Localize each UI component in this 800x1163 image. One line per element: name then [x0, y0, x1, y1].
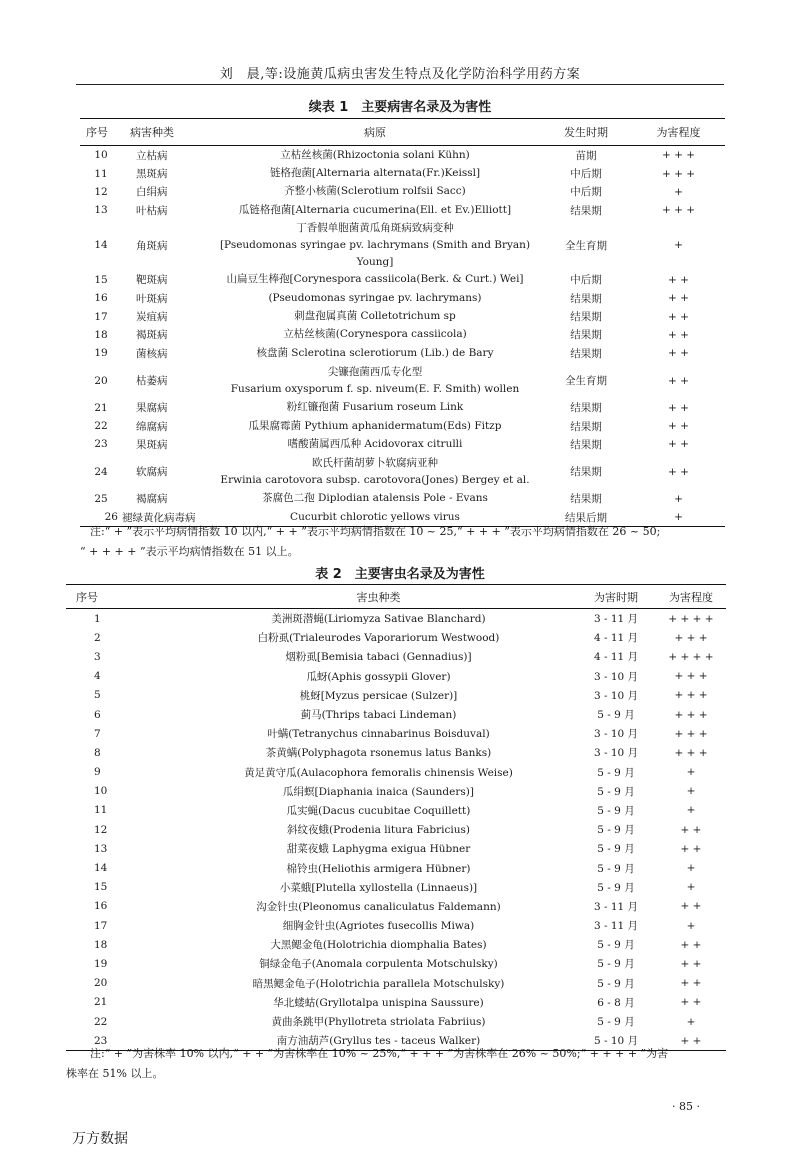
pest-name: 桃蚜[Myzus persicae (Sulzer)] — [299, 689, 458, 702]
occurrence-period: 结果期 — [570, 402, 602, 415]
pathogen-line: 尖镰孢菌西瓜专化型 — [327, 365, 423, 378]
harm-period: 5 - 9 月 — [597, 766, 635, 779]
disease-name: 靶斑病 — [136, 274, 168, 287]
pathogen-cell — [210, 307, 540, 325]
table1-note — [80, 522, 730, 562]
pathogen-cell — [210, 363, 540, 399]
occurrence-period: 结果期 — [570, 438, 602, 451]
table-header-row — [66, 585, 726, 609]
occurrence-period: 结果期 — [570, 292, 602, 305]
pathogen-line: 核盘菌 Sclerotina sclerotiorum (Lib.) de Bary — [256, 346, 494, 359]
table-row — [66, 647, 726, 666]
table-row — [66, 935, 726, 954]
pest-name: 茶黄螨(Polyphagota rsonemus latus Banks) — [265, 747, 492, 760]
harm-degree: + — [686, 804, 696, 817]
occurrence-period: 结果期 — [570, 420, 602, 433]
disease-name: 褪绿黄化病毒病 — [122, 511, 196, 524]
row-number: 7 — [94, 727, 101, 740]
table1-note-line: “ + + + + ”表示平均病情指数在 51 以上。 — [80, 545, 299, 558]
pathogen-cell — [210, 146, 540, 165]
row-number: 17 — [94, 310, 108, 323]
pathogen-line: 链格孢菌[Alternaria alternata(Fr.)Keissl] — [269, 167, 481, 180]
harm-degree: + — [674, 492, 683, 505]
table-row — [80, 183, 725, 201]
occurrence-period: 全生育期 — [565, 375, 607, 388]
harm-period: 3 - 10 月 — [593, 728, 639, 741]
harm-degree: + + — [680, 900, 702, 913]
running-header: 刘 晨,等:设施黄瓜病虫害发生特点及化学防治科学用药方案 — [219, 67, 581, 82]
row-number: 1 — [94, 612, 101, 625]
table-row — [80, 399, 725, 417]
pathogen-cell — [210, 326, 540, 344]
pest-name: 烟粉虱[Bemisia tabaci (Gennadius)] — [285, 651, 472, 664]
row-number: 20 — [94, 977, 108, 990]
row-number: 21 — [94, 996, 108, 1009]
row-number: 11 — [94, 167, 108, 180]
harm-degree: + — [686, 919, 696, 932]
pathogen-cell — [210, 399, 540, 417]
row-number: 26 — [104, 511, 118, 524]
disease-name: 黑斑病 — [136, 168, 168, 181]
pest-name: 瓜实蝇(Dacus cucubitae Coquillett) — [286, 804, 471, 817]
harm-degree: + + — [680, 938, 702, 951]
pathogen-cell — [210, 344, 540, 362]
row-number: 19 — [94, 957, 108, 970]
column-header: 病原 — [210, 119, 540, 146]
pathogen-cell — [210, 490, 540, 508]
pest-name: 甜菜夜蛾 Laphygma exigua Hübner — [286, 843, 471, 856]
harm-period: 3 - 10 月 — [593, 670, 639, 683]
harm-degree: + + + + — [668, 650, 714, 663]
row-number: 10 — [94, 149, 108, 162]
table-row — [66, 974, 726, 993]
pest-name: 瓜蚜(Aphis gossypii Glover) — [306, 670, 451, 683]
harm-degree: + + + — [661, 149, 696, 162]
row-number: 9 — [94, 766, 101, 779]
occurrence-period: 中后期 — [570, 168, 602, 181]
harm-degree: + — [686, 766, 696, 779]
harm-period: 5 - 9 月 — [597, 1016, 635, 1029]
table-row — [80, 146, 725, 165]
pest-name: 斜纹夜蛾(Prodenia litura Fabricius) — [287, 824, 470, 837]
table2-note-line: 株率在 51% 以上。 — [66, 1067, 164, 1080]
pathogen-line: Erwinia carotovora subsp. carotovora(Jones) Bergey et al. — [220, 473, 530, 486]
harm-degree: + + — [668, 273, 689, 286]
row-number: 5 — [94, 689, 101, 702]
harm-degree: + + + — [674, 746, 708, 759]
pest-name: 叶螨(Tetranychus cinnabarinus Boisduval) — [267, 728, 490, 741]
harm-degree: + + — [680, 977, 702, 990]
occurrence-period: 全生育期 — [565, 239, 607, 252]
harm-degree: + + — [668, 401, 689, 414]
table-row — [66, 820, 726, 839]
table-row — [66, 763, 726, 782]
row-number: 22 — [94, 1015, 108, 1028]
harm-period: 5 - 9 月 — [597, 709, 635, 722]
pathogen-line: 刺盘孢属真菌 Colletotrichum sp — [294, 310, 456, 323]
harm-period: 5 - 9 月 — [597, 824, 635, 837]
occurrence-period: 结果期 — [570, 329, 602, 342]
occurrence-period: 苗期 — [575, 149, 597, 162]
column-header: 序号 — [66, 585, 121, 609]
harm-degree: + + — [668, 310, 689, 323]
row-number: 16 — [94, 900, 108, 913]
row-number: 23 — [94, 1034, 108, 1047]
pest-name: 华北蝼蛄(Gryllotalpa unispina Saussure) — [273, 996, 484, 1009]
table-row — [66, 858, 726, 877]
row-number: 8 — [94, 746, 101, 759]
column-header: 序号 — [80, 119, 122, 146]
disease-name: 果斑病 — [136, 438, 168, 451]
pathogen-cell — [210, 435, 540, 453]
harm-period: 3 - 10 月 — [593, 747, 639, 760]
table-row — [66, 724, 726, 743]
harm-period: 3 - 10 月 — [593, 689, 639, 702]
harm-degree: + + — [668, 347, 689, 360]
harm-period: 4 - 11 月 — [593, 651, 639, 664]
occurrence-period: 结果期 — [570, 466, 602, 479]
harm-degree: + + — [668, 292, 689, 305]
pathogen-line: 立枯丝核菌(Corynespora cassiicola) — [283, 328, 467, 341]
table-row — [66, 628, 726, 647]
harm-degree: + + — [668, 465, 689, 478]
table-row — [80, 435, 725, 453]
pathogen-line: Fusarium oxysporum f. sp. niveum(E. F. Smith) wollen — [230, 382, 520, 395]
table-row — [80, 164, 725, 182]
pest-name: 大黑鳃金龟(Holotrichia diomphalia Bates) — [270, 939, 487, 952]
pathogen-cell — [210, 220, 540, 271]
harm-period: 3 - 11 月 — [593, 613, 639, 626]
pest-name: 南方油葫芦(Gryllus tes - taceus Walker) — [276, 1035, 481, 1048]
pathogen-line: 山扁豆生棒孢[Corynespora cassiicola(Berk. & Curt.) Wei] — [226, 273, 524, 286]
harm-degree: + + + — [674, 708, 708, 721]
pathogen-line: 立枯丝核菌(Rhizoctonia solani Kühn) — [280, 148, 470, 161]
table-row — [66, 993, 726, 1012]
row-number: 22 — [94, 420, 108, 433]
table-row — [66, 916, 726, 935]
table-row — [66, 667, 726, 686]
disease-name: 叶斑病 — [136, 292, 168, 305]
pest-name: 沟金针虫(Pleonomus canaliculatus Faldemann) — [256, 900, 501, 913]
row-number: 16 — [94, 292, 108, 305]
disease-name: 立枯病 — [136, 149, 168, 162]
pathogen-cell — [210, 201, 540, 219]
table-row — [66, 609, 726, 629]
row-number: 13 — [94, 204, 108, 217]
disease-name: 炭疽病 — [136, 311, 168, 324]
table-row — [66, 1012, 726, 1031]
table-row — [80, 201, 725, 219]
column-header: 为害程度 — [656, 585, 726, 609]
pest-name: 黄足黄守瓜(Aulacophora femoralis chinensis Weise) — [244, 766, 513, 779]
row-number: 4 — [94, 670, 101, 683]
pathogen-line: 欧氏杆菌胡萝卜软腐病亚种 — [312, 456, 438, 469]
table-row — [80, 271, 725, 289]
column-header: 为害程度 — [632, 119, 725, 146]
row-number: 18 — [94, 328, 108, 341]
row-number: 15 — [94, 273, 108, 286]
occurrence-period: 结果期 — [570, 204, 602, 217]
pest-name: 细胸金针虫(Agriotes fusecollis Miwa) — [282, 920, 475, 933]
harm-period: 5 - 9 月 — [597, 843, 635, 856]
harm-degree: + + — [680, 1034, 702, 1047]
table-row — [66, 686, 726, 705]
disease-name: 绵腐病 — [136, 420, 168, 433]
harm-period: 5 - 9 月 — [597, 881, 635, 894]
harm-period: 5 - 10 月 — [593, 1035, 639, 1048]
harm-period: 5 - 9 月 — [597, 804, 635, 817]
row-number: 14 — [94, 239, 108, 252]
row-number: 18 — [94, 938, 108, 951]
harm-degree: + — [686, 881, 696, 894]
table-row — [66, 782, 726, 801]
pathogen-line: (Pseudomonas syringae pv. lachrymans) — [268, 291, 482, 304]
pest-name: 铜绿金龟子(Anomala corpulenta Motschulsky) — [259, 958, 498, 971]
harm-degree: + + — [668, 374, 689, 387]
pest-name: 暗黑鳃金龟子(Holotrichia parallela Motschulsky) — [252, 977, 505, 990]
table-row — [80, 454, 725, 490]
row-number: 20 — [94, 374, 108, 387]
table-row — [66, 743, 726, 762]
harm-period: 5 - 9 月 — [597, 939, 635, 952]
pathogen-line: 瓜果腐霉菌 Pythium aphanidermatum(Eds) Fitzp — [248, 419, 502, 432]
harm-degree: + + — [680, 957, 702, 970]
disease-name: 叶枯病 — [136, 204, 168, 217]
pathogen-line: 瓜链格孢菌[Alternaria cucumerina(Ell. et Ev.)Elliott] — [238, 203, 512, 216]
harm-period: 5 - 9 月 — [597, 958, 635, 971]
harm-degree: + — [674, 511, 683, 524]
watermark-logo: 万方数据 — [72, 1131, 128, 1147]
pathogen-line: 茶腐色二孢 Diplodian atalensis Pole - Evans — [262, 492, 488, 505]
pest-name: 白粉虱(Trialeurodes Vaporariorum Westwood) — [257, 632, 500, 645]
row-number: 23 — [94, 438, 108, 451]
table-row — [80, 490, 725, 508]
column-header: 病害种类 — [122, 119, 210, 146]
column-header: 害虫种类 — [121, 585, 576, 609]
table-header-row — [80, 119, 725, 146]
row-number: 3 — [94, 650, 101, 663]
row-number: 6 — [94, 708, 101, 721]
row-number: 24 — [94, 465, 108, 478]
row-number: 10 — [94, 785, 108, 798]
pest-table — [66, 584, 726, 1051]
pest-name: 美洲斑潜蝇(Liriomyza Sativae Blanchard) — [271, 613, 486, 626]
pathogen-cell — [210, 164, 540, 182]
row-number: 15 — [94, 881, 108, 894]
row-number: 14 — [94, 862, 108, 875]
harm-degree: + + — [680, 823, 702, 836]
table-row — [80, 417, 725, 435]
disease-name: 褐斑病 — [136, 329, 168, 342]
occurrence-period: 中后期 — [570, 186, 602, 199]
pathogen-line: 齐整小核菌(Sclerotium rolfsii Sacc) — [284, 185, 466, 198]
header-rule — [76, 84, 724, 85]
pest-name: 瓜绢螟[Diaphania inaica (Saunders)] — [283, 785, 474, 798]
harm-degree: + — [674, 239, 683, 252]
row-number: 12 — [94, 185, 108, 198]
row-number: 25 — [94, 492, 108, 505]
table2-note-line: 注:“ + ”为害株率 10% 以内,“ + + ”为害株率在 10% ~ 25%,“ + + + ”为害株率在 26% ~ 50%;“ + + + + ”为害 — [90, 1047, 669, 1060]
row-number: 21 — [94, 401, 108, 414]
pathogen-cell — [210, 454, 540, 490]
pathogen-cell — [210, 417, 540, 435]
occurrence-period: 中后期 — [570, 274, 602, 287]
table-row — [80, 307, 725, 325]
table2-note — [66, 1044, 736, 1084]
pest-name: 棉铃虫(Heliothis armigera Hübner) — [286, 862, 471, 875]
table-row — [66, 705, 726, 724]
occurrence-period: 结果期 — [570, 493, 602, 506]
harm-degree: + + + — [661, 167, 696, 180]
pathogen-cell — [210, 183, 540, 201]
table-row — [66, 897, 726, 916]
table-row — [66, 954, 726, 973]
disease-table — [80, 118, 725, 527]
row-number: 2 — [94, 631, 101, 644]
harm-degree: + + — [668, 328, 689, 341]
row-number: 17 — [94, 919, 108, 932]
table1-caption: 续表 1 主要病害名录及为害性 — [308, 100, 492, 115]
disease-name: 褐腐病 — [136, 493, 168, 506]
harm-degree: + + + — [674, 689, 708, 702]
disease-name: 白绢病 — [136, 186, 168, 199]
harm-period: 3 - 11 月 — [593, 920, 639, 933]
occurrence-period: 结果后期 — [565, 511, 607, 524]
disease-name: 果腐病 — [136, 402, 168, 415]
table-row — [66, 801, 726, 820]
disease-name: 软腐病 — [136, 466, 168, 479]
table-row — [66, 878, 726, 897]
column-header: 为害时期 — [576, 585, 656, 609]
harm-degree: + — [686, 1015, 696, 1028]
column-header: 发生时期 — [540, 119, 632, 146]
pathogen-line: 嗜酸菌属西瓜种 Acidovorax citrulli — [287, 437, 463, 450]
table-row — [80, 220, 725, 271]
pathogen-line: 丁香假单胞菌黄瓜角斑病致病变种 — [296, 221, 454, 234]
harm-degree: + + — [668, 438, 689, 451]
harm-period: 6 - 8 月 — [597, 996, 635, 1009]
pest-name: 黄曲条跳甲(Phyllotreta striolata Fabriius) — [271, 1016, 486, 1029]
pest-name: 蓟马(Thrips tabaci Lindeman) — [300, 709, 457, 722]
harm-degree: + + + — [674, 670, 708, 683]
harm-degree: + + — [680, 996, 702, 1009]
harm-period: 3 - 11 月 — [593, 900, 639, 913]
harm-period: 5 - 9 月 — [597, 862, 635, 875]
disease-name: 菌核病 — [136, 347, 168, 360]
row-number: 12 — [94, 823, 108, 836]
harm-degree: + — [686, 785, 696, 798]
pathogen-cell — [210, 289, 540, 307]
pathogen-cell — [210, 271, 540, 289]
table-row — [80, 363, 725, 399]
row-number: 13 — [94, 842, 108, 855]
table-row — [80, 289, 725, 307]
harm-degree: + — [674, 185, 683, 198]
occurrence-period: 结果期 — [570, 347, 602, 360]
harm-period: 4 - 11 月 — [593, 632, 639, 645]
table2-caption: 表 2 主要害虫名录及为害性 — [315, 567, 485, 582]
pathogen-line: [Pseudomonas syringae pv. lachrymans (Smith and Bryan) Young] — [219, 238, 531, 268]
harm-degree: + — [686, 862, 696, 875]
harm-degree: + + + + — [668, 612, 714, 625]
row-number: 19 — [94, 347, 108, 360]
harm-period: 5 - 9 月 — [597, 977, 635, 990]
harm-degree: + + + — [674, 631, 708, 644]
disease-name: 枯萎病 — [136, 375, 168, 388]
harm-degree: + + + — [661, 204, 696, 217]
table-row — [80, 344, 725, 362]
occurrence-period: 结果期 — [570, 311, 602, 324]
harm-degree: + + — [668, 420, 689, 433]
table-row — [66, 839, 726, 858]
pathogen-line: 粉红镰孢菌 Fusarium roseum Link — [286, 401, 464, 414]
row-number: 11 — [94, 804, 108, 817]
pathogen-line: Cucurbit chlorotic yellows virus — [290, 510, 460, 523]
page-number: · 85 · — [672, 1100, 700, 1113]
harm-degree: + + + — [674, 727, 708, 740]
harm-period: 5 - 9 月 — [597, 785, 635, 798]
table1-note-line: 注:“ + ”表示平均病情指数 10 以内,“ + + ”表示平均病情指数在 10 ~ 25,“ + + + ”表示平均病情指数在 26 ~ 50; — [90, 525, 661, 538]
table-row — [80, 326, 725, 344]
disease-name: 角斑病 — [136, 239, 168, 252]
pest-name: 小菜蛾[Plutella xyllostella (Linnaeus)] — [279, 881, 478, 894]
harm-degree: + + — [680, 842, 702, 855]
